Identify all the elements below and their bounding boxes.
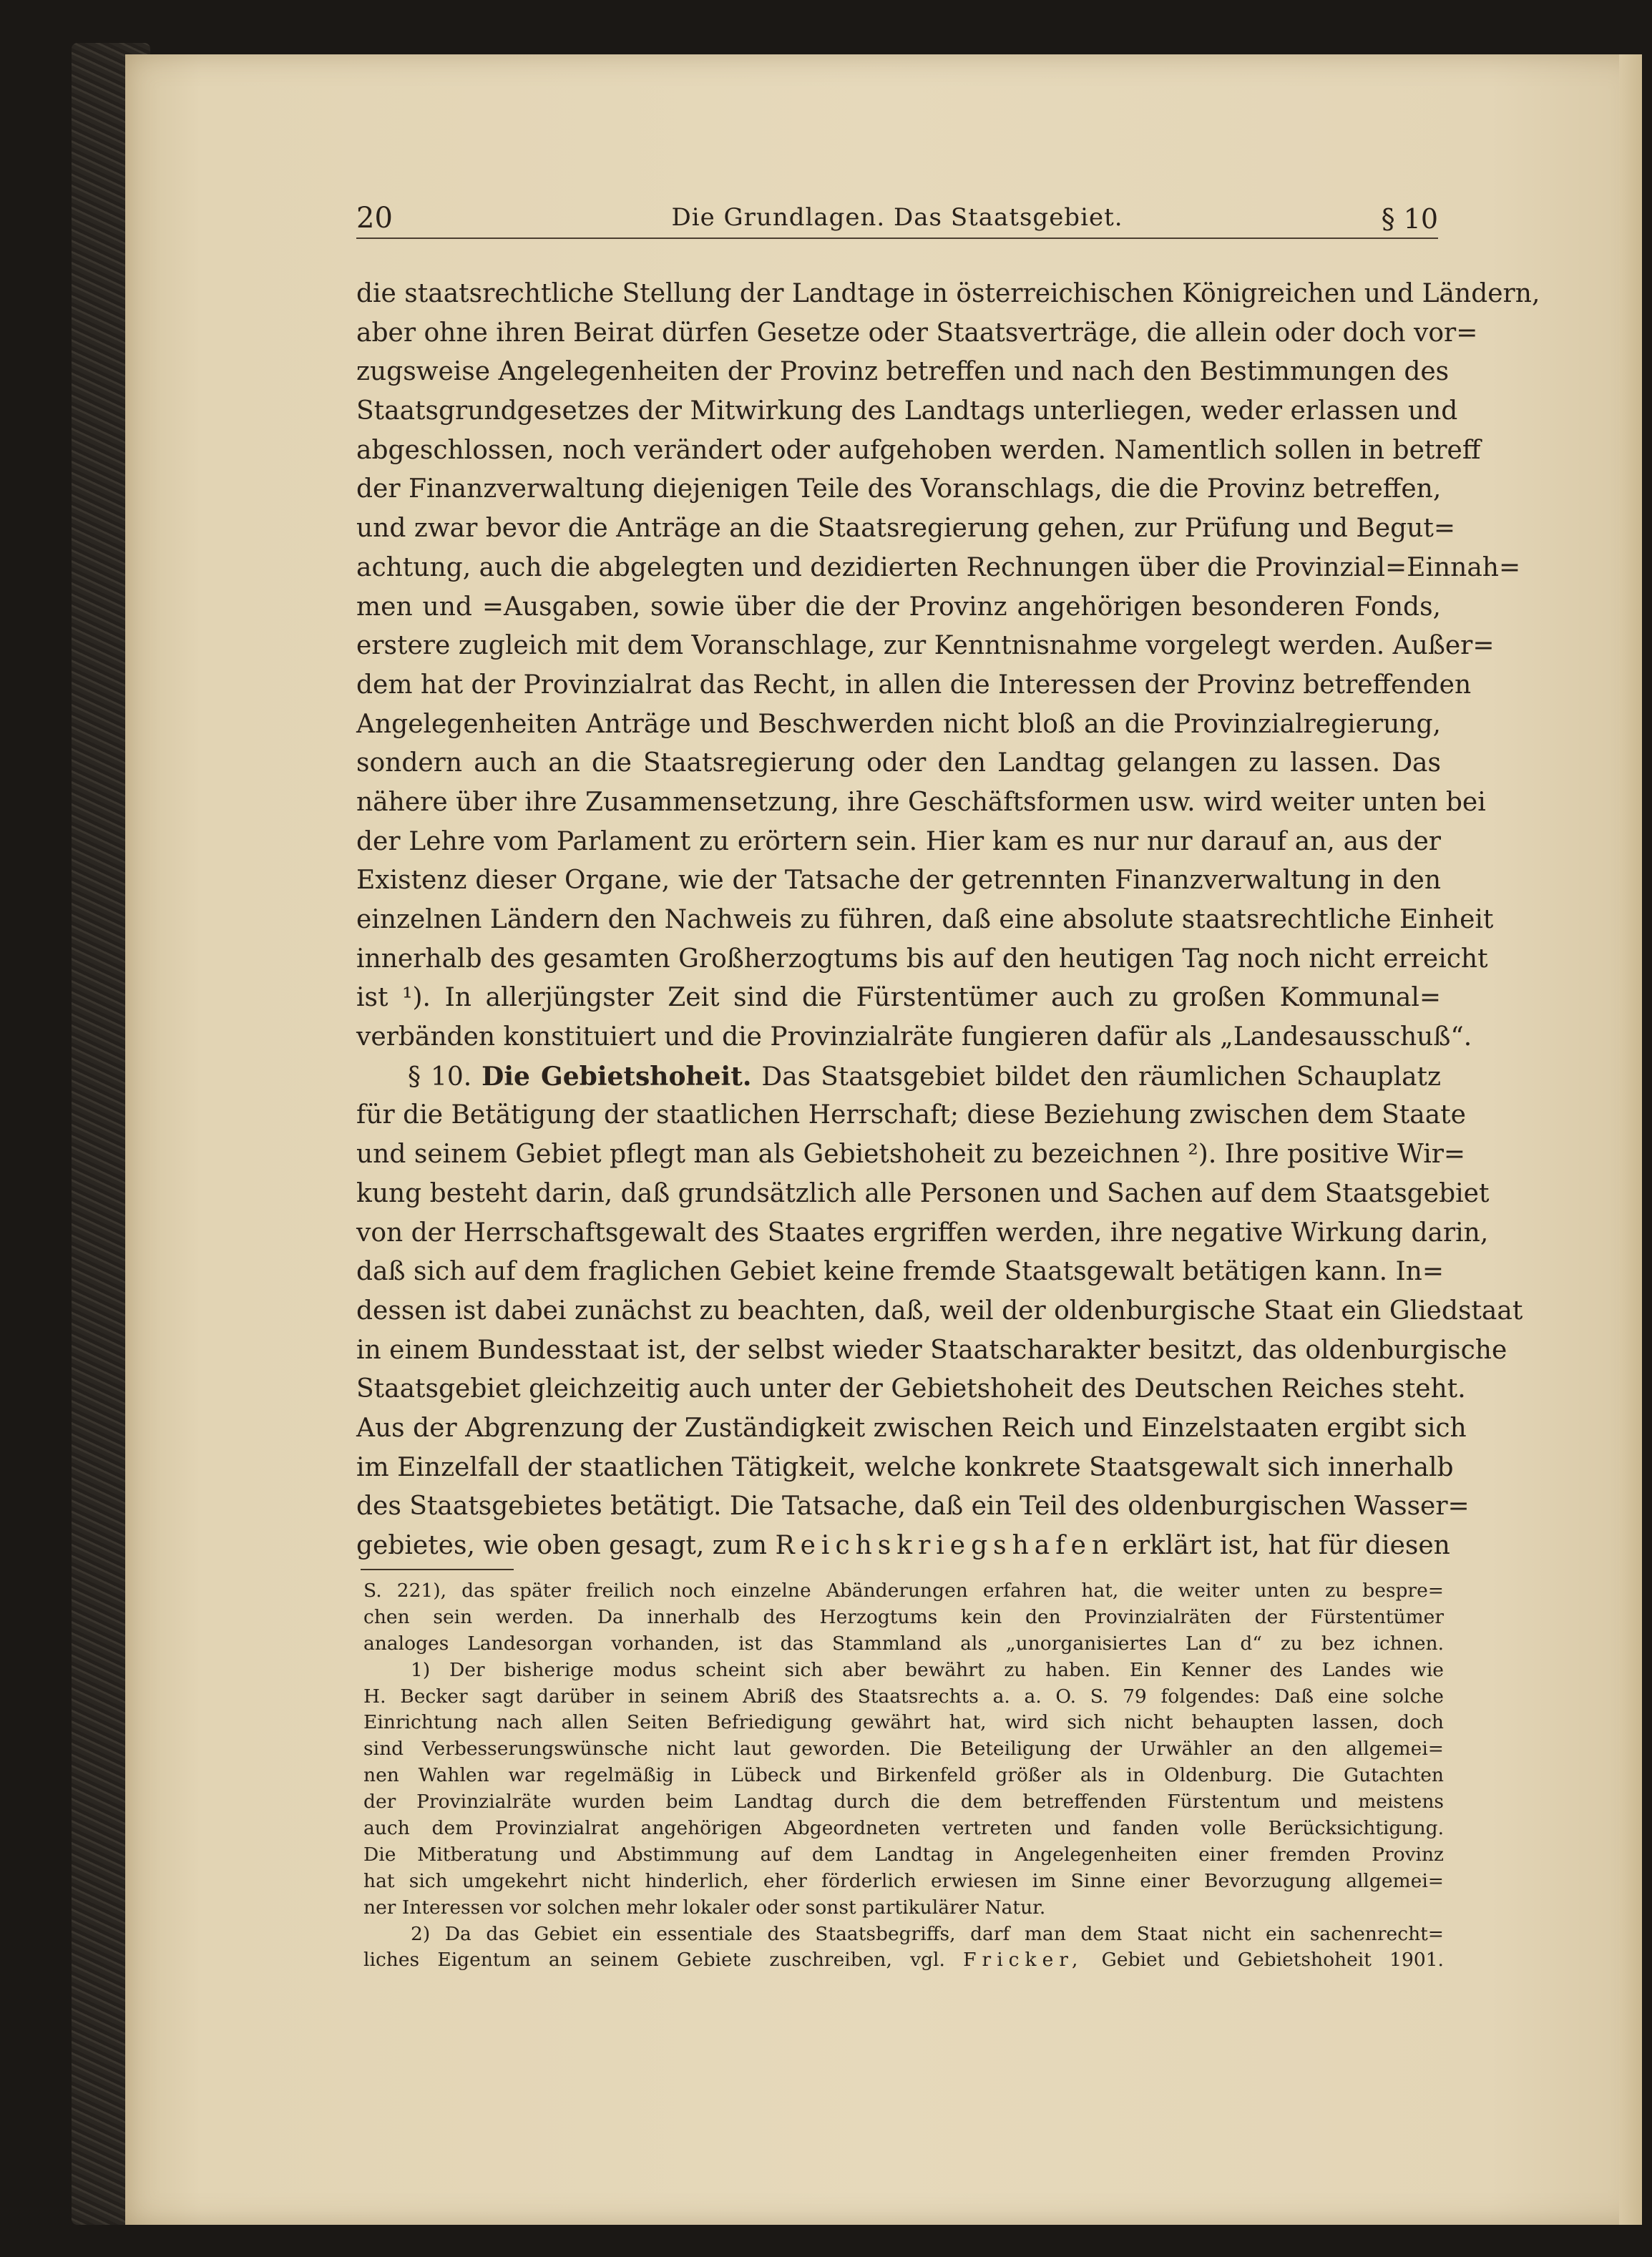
footnote-line: chen sein werden. Da innerhalb des Herzogtums kein den Provinzialräten der Fürstentümer (363, 1605, 1444, 1628)
text-line: der Lehre vom Parlament zu erörtern sein. Hier kam es nur nur darauf an, aus der (356, 826, 1441, 856)
section-number: § 10. (408, 1062, 472, 1092)
footnote-line: analoges Landesorgan vorhanden, ist das Stammland als „unorganisiertes Lan d“ zu bez ichnen. (363, 1632, 1444, 1655)
footnote-1-line: ner Interessen vor solchen mehr lokaler oder sonst partikulärer Natur. (363, 1896, 1046, 1919)
section-heading-line (356, 1057, 1441, 1097)
text-line: abgeschlossen, noch verändert oder aufgehoben werden. Namentlich sollen in betreff (356, 435, 1481, 465)
text-line: ist ¹). In allerjüngster Zeit sind die Fürstentümer auch zu großen Kommunal= (356, 983, 1441, 1013)
footnotes (363, 1578, 1444, 1979)
text-line: Aus der Abgrenzung der Zuständigkeit zwischen Reich und Einzelstaaten ergibt sich (356, 1413, 1467, 1443)
text-line: dem hat der Provinzialrat das Recht, in allen die Interessen der Provinz betreffenden (356, 670, 1472, 700)
footnote-1-line: H. Becker sagt darüber in seinem Abriß des Staatsrechts a. a. O. S. 79 folgendes: Daß eine solche (363, 1685, 1444, 1708)
text-line: und zwar bevor die Anträge an die Staatsregierung gehen, zur Prüfung und Begut= (356, 514, 1456, 544)
text-line: von der Herrschaftsgewalt des Staates ergriffen werden, ihre negative Wirkung darin, (356, 1218, 1489, 1248)
text-line: die staatsrechtliche Stellung der Landtage in österreichischen Königreichen und Ländern, (356, 279, 1540, 308)
text-line: des Staatsgebietes betätigt. Die Tatsache, daß ein Teil des oldenburgischen Wasser= (356, 1492, 1470, 1522)
footnote-1-line: nen Wahlen war regelmäßig in Lübeck und Birkenfeld größer als in Oldenburg. Die Gutachten (363, 1764, 1444, 1787)
footnote-rule (361, 1569, 514, 1570)
text-line: dessen ist dabei zunächst zu beachten, daß, weil der oldenburgische Staat ein Gliedstaat (356, 1296, 1523, 1326)
text-line: daß sich auf dem fraglichen Gebiet keine fremde Staatsgewalt betätigen kann. In= (356, 1257, 1445, 1287)
page-edge (1619, 54, 1642, 2225)
text-line: erstere zugleich mit dem Voranschlage, zur Kenntnisnahme vorgelegt werden. Außer= (356, 631, 1495, 661)
text-line-last (356, 1527, 1450, 1566)
text-fragment: gebietes, wie oben gesagt, zum (356, 1531, 768, 1560)
footnote-2-line: 2) Da das Gebiet ein essentiale des Staatsbegriffs, darf man dem Staat nicht ein sachenrecht= (411, 1922, 1444, 1945)
text-line: Staatsgebiet gleichzeitig auch unter der Gebietshoheit des Deutschen Reiches steht. (356, 1374, 1466, 1404)
section-marker: § 10 (1381, 203, 1438, 235)
text-line: Das Staatsgebiet bildet den räumlichen Schauplatz (761, 1062, 1441, 1092)
text-line: innerhalb des gesamten Großherzogtums bis auf den heutigen Tag noch nicht erreicht (356, 944, 1488, 974)
text-line: kung besteht darin, daß grundsätzlich alle Personen und Sachen auf dem Staatsgebiet (356, 1178, 1490, 1208)
text-line: einzelnen Ländern den Nachweis zu führen, daß eine absolute staatsrechtliche Einheit (356, 905, 1494, 934)
emphasized-term: Reichskriegshafen (775, 1531, 1115, 1560)
footnote-1-line: auch dem Provinzialrat angehörigen Abgeordneten vertreten und fanden volle Berücksichtigung. (363, 1817, 1444, 1840)
text-line: für die Betätigung der staatlichen Herrschaft; diese Beziehung zwischen dem Staate (356, 1100, 1466, 1130)
footnote-1-line: hat sich umgekehrt nicht hinderlich, eher förderlich erwiesen im Sinne einer Bevorzugung allgemei= (363, 1869, 1444, 1892)
footnote-line: S. 221), das später freilich noch einzelne Abänderungen erfahren hat, die weiter unten zu bespre= (363, 1580, 1444, 1602)
text-line: sondern auch an die Staatsregierung oder den Landtag gelangen zu lassen. Das (356, 748, 1441, 778)
text-line: verbänden konstituiert und die Provinzialräte fungieren dafür als „Landesausschuß“. (356, 1022, 1472, 1052)
running-title: Die Grundlagen. Das Staatsgebiet. (671, 203, 1123, 232)
text-line: Existenz dieser Organe, wie der Tatsache der getrennten Finanzverwaltung in den (356, 866, 1441, 896)
cited-author: Fricker, (963, 1949, 1084, 1972)
section-heading: Die Gebietshoheit. (482, 1061, 752, 1092)
footnote-1-line: 1) Der bisherige modus scheint sich aber bewährt zu haben. Ein Kenner des Landes wie (411, 1658, 1444, 1681)
text-line: aber ohne ihren Beirat dürfen Gesetze oder Staatsverträge, die allein oder doch vor= (356, 318, 1478, 348)
text-line: Staatsgrundgesetzes der Mitwirkung des Landtags unterliegen, weder erlassen und (356, 396, 1458, 426)
text-fragment: liches Eigentum an seinem Gebiete zuschreiben, vgl. (363, 1949, 945, 1972)
text-fragment: erklärt ist, hat für diesen (1122, 1531, 1450, 1560)
footnote-1-line: Die Mitberatung und Abstimmung auf dem Landtag in Angelegenheiten einer fremden Provinz (363, 1843, 1444, 1866)
text-line: in einem Bundesstaat ist, der selbst wieder Staatscharakter besitzt, das oldenburgische (356, 1335, 1507, 1365)
footnote-1-line: der Provinzialräte wurden beim Landtag durch die dem betreffenden Fürstentum und meistens (363, 1791, 1444, 1813)
text-line: der Finanzverwaltung diejenigen Teile des Voranschlags, die die Provinz betreffen, (356, 474, 1442, 504)
running-header (356, 200, 1438, 239)
text-line: achtung, auch die abgelegten und dezidierten Rechnungen über die Provinzial=Einnah= (356, 552, 1521, 582)
text-line: men und =Ausgaben, sowie über die der Provinz angehörigen besonderen Fonds, (356, 592, 1441, 622)
text-line: Angelegenheiten Anträge und Beschwerden nicht bloß an die Provinzialregierung, (356, 709, 1441, 739)
text-line: im Einzelfall der staatlichen Tätigkeit, welche konkrete Staatsgewalt sich innerhalb (356, 1452, 1454, 1482)
footnote-1-line: sind Verbesserungswünsche nicht laut geworden. Die Beteiligung der Urwähler an den allgemei= (363, 1738, 1444, 1761)
footnote-2-line (363, 1947, 1444, 1974)
text-fragment: Gebiet und Gebietshoheit 1901. (1101, 1949, 1444, 1972)
page-number: 20 (356, 202, 393, 235)
text-line: und seinem Gebiet pflegt man als Gebietshoheit zu bezeichnen ²). Ihre positive Wir= (356, 1140, 1466, 1170)
text-line: nähere über ihre Zusammensetzung, ihre Geschäftsformen usw. wird weiter unten bei (356, 787, 1486, 817)
body-text (356, 275, 1540, 1560)
footnote-1-line: Einrichtung nach allen Seiten Befriedigung gewährt hat, wird sich nicht behaupten lassen, doch (363, 1711, 1444, 1734)
text-line: zugsweise Angelegenheiten der Provinz betreffen und nach den Bestimmungen des (356, 357, 1450, 387)
